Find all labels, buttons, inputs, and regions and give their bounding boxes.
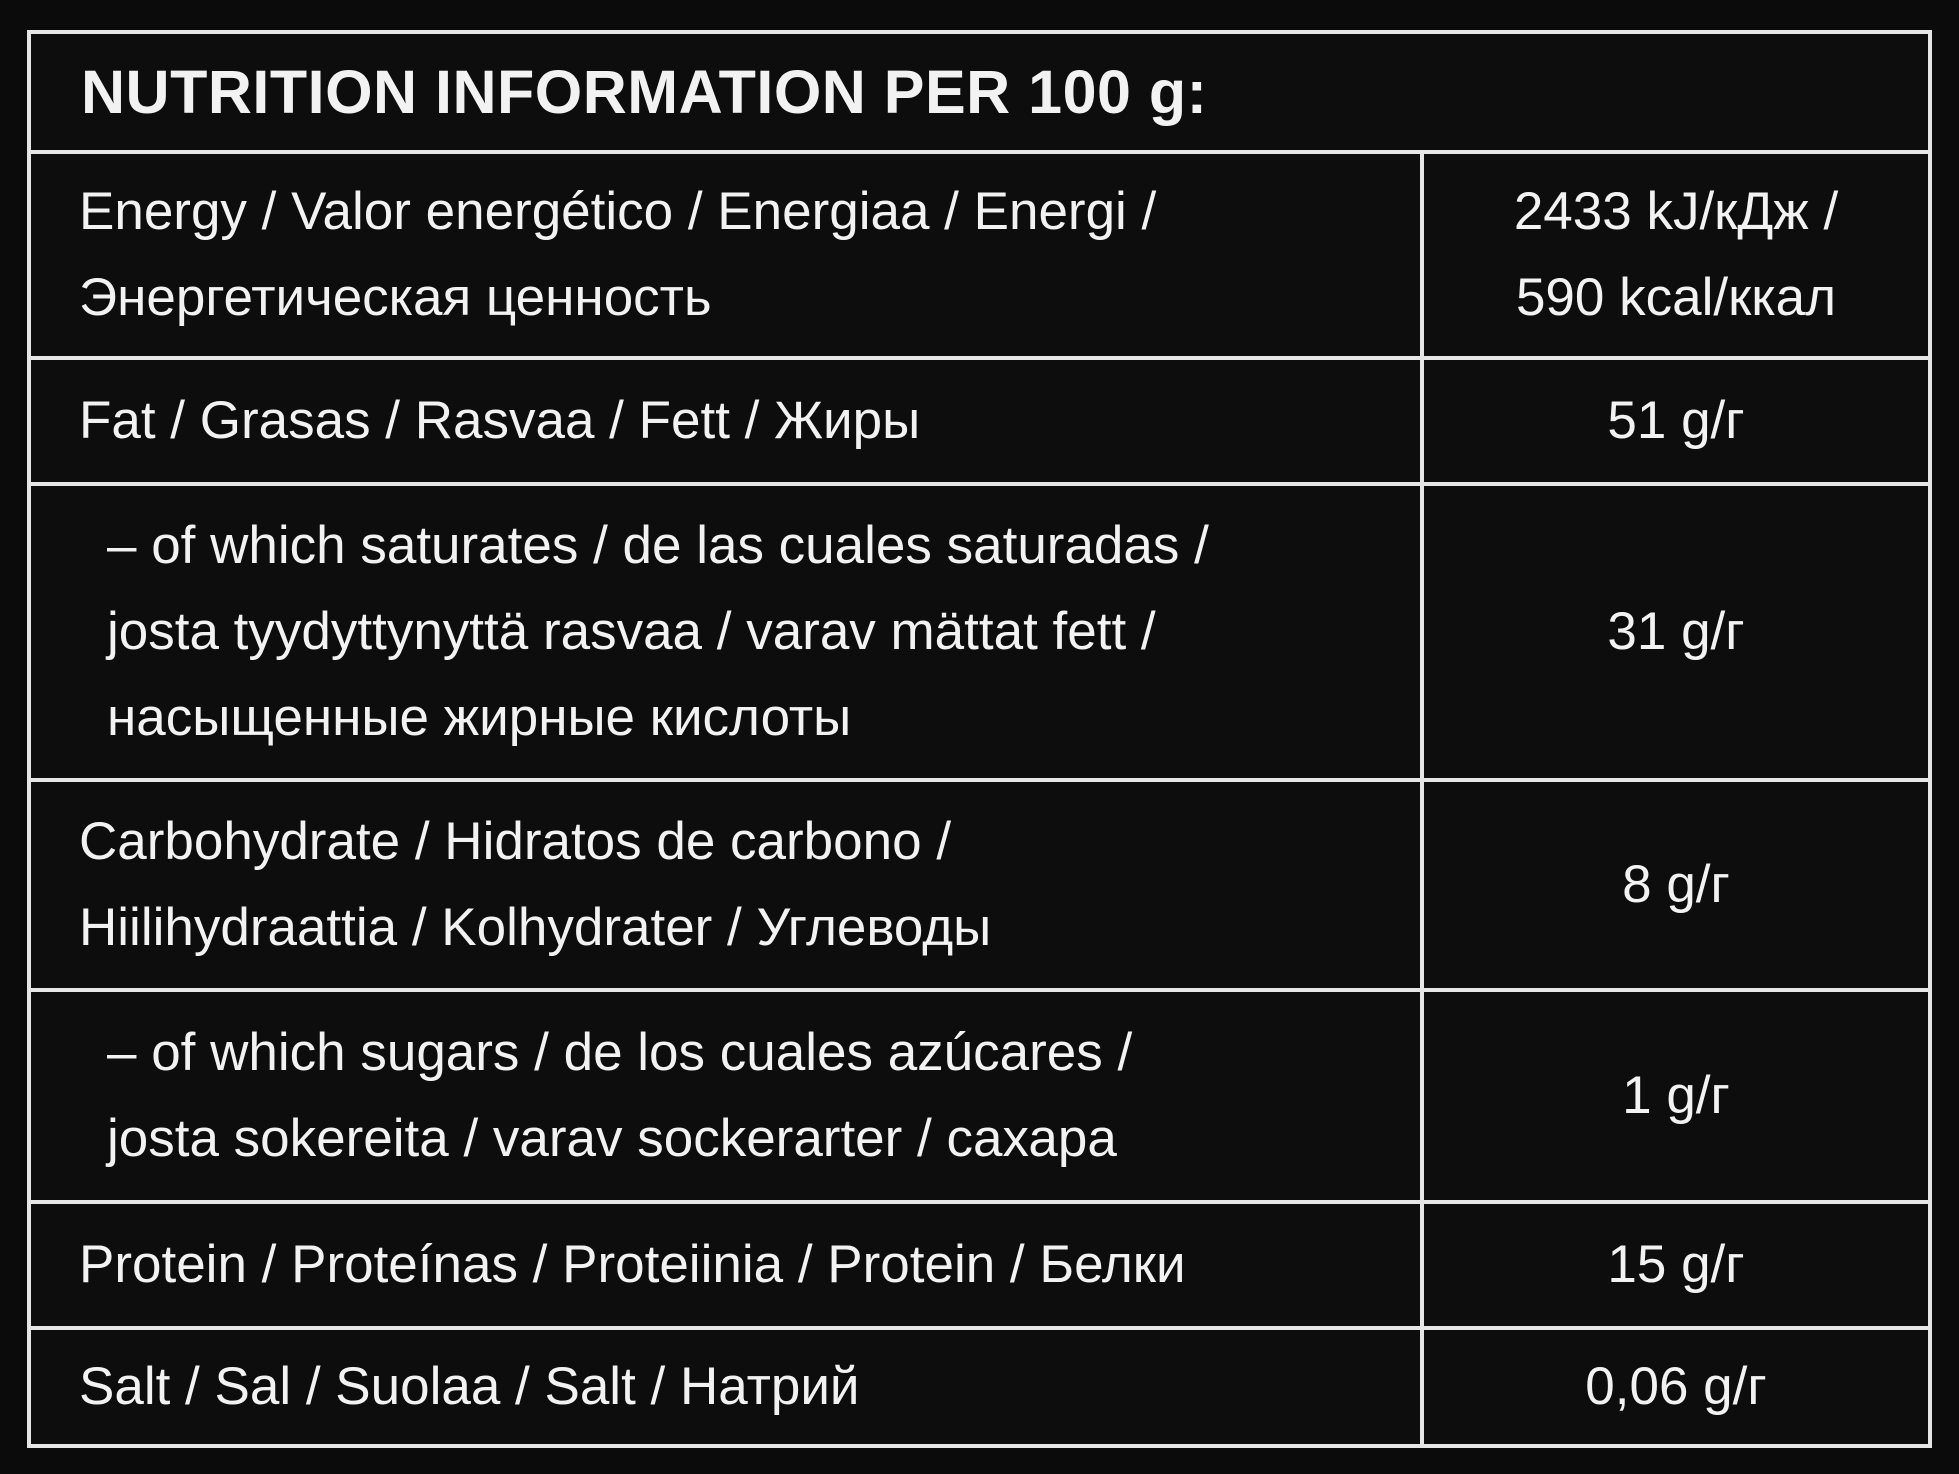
nutrient-value-salt <box>1424 1330 1928 1444</box>
nutrient-value-saturates <box>1424 486 1928 778</box>
table-row-salt <box>31 1330 1928 1444</box>
nutrient-value-line: 15 g/г <box>1607 1235 1745 1294</box>
nutrient-value-protein <box>1424 1204 1928 1326</box>
nutrient-name-line: Salt / Sal / Suolaa / Salt / Натрий <box>79 1357 860 1416</box>
table-row-saturates <box>31 486 1928 782</box>
nutrient-value-energy <box>1424 154 1928 356</box>
nutrient-name-line: Энергетическая ценность <box>79 268 712 327</box>
nutrient-name-carbohydrate <box>31 782 1424 988</box>
nutrient-name-line: Carbohydrate / Hidratos de carbono / <box>79 812 952 871</box>
nutrient-name-line: насыщенные жирные кислоты <box>107 688 852 747</box>
nutrient-name-line: Protein / Proteínas / Proteiinia / Protein / Белки <box>79 1235 1186 1294</box>
nutrient-value-line: 1 g/г <box>1622 1066 1730 1125</box>
nutrient-name-sugars <box>31 992 1424 1200</box>
nutrient-name-energy <box>31 154 1424 356</box>
nutrient-name-protein <box>31 1204 1424 1326</box>
table-row-fat <box>31 360 1928 486</box>
nutrient-name-line: Energy / Valor energético / Energiaa / Energi / <box>79 182 1157 241</box>
nutrient-value-line: 31 g/г <box>1607 602 1745 661</box>
nutrient-value-line: 590 kcal/ккал <box>1515 268 1837 327</box>
nutrient-name-line: josta tyydyttynyttä rasvaa / varav mättat fett / <box>107 602 1156 661</box>
table-row-carbohydrate <box>31 782 1928 992</box>
nutrient-name-line: Hiilihydraattia / Kolhydrater / Углеводы <box>79 898 992 957</box>
table-row-sugars <box>31 992 1928 1204</box>
nutrient-name-salt <box>31 1330 1424 1444</box>
nutrient-value-carbohydrate <box>1424 782 1928 988</box>
nutrient-value-fat <box>1424 360 1928 482</box>
nutrient-name-fat <box>31 360 1424 482</box>
nutrient-name-line: Fat / Grasas / Rasvaa / Fett / Жиры <box>79 391 921 450</box>
table-row-protein <box>31 1204 1928 1330</box>
nutrient-value-line: 51 g/г <box>1607 391 1745 450</box>
nutrient-name-saturates <box>31 486 1424 778</box>
nutrient-value-line: 8 g/г <box>1622 855 1730 914</box>
nutrient-value-line: 0,06 g/г <box>1585 1357 1767 1416</box>
table-title: NUTRITION INFORMATION PER 100 g: <box>31 34 1928 154</box>
nutrient-name-line: – of which sugars / de los cuales azúcares / <box>107 1023 1133 1082</box>
nutrient-value-sugars <box>1424 992 1928 1200</box>
table-row-energy <box>31 154 1928 360</box>
nutrient-name-line: josta sokereita / varav sockerarter / сахара <box>107 1109 1117 1168</box>
nutrient-value-line: 2433 kJ/кДж / <box>1513 182 1839 241</box>
nutrition-table <box>27 30 1932 1448</box>
nutrient-name-line: – of which saturates / de las cuales saturadas / <box>107 516 1209 575</box>
